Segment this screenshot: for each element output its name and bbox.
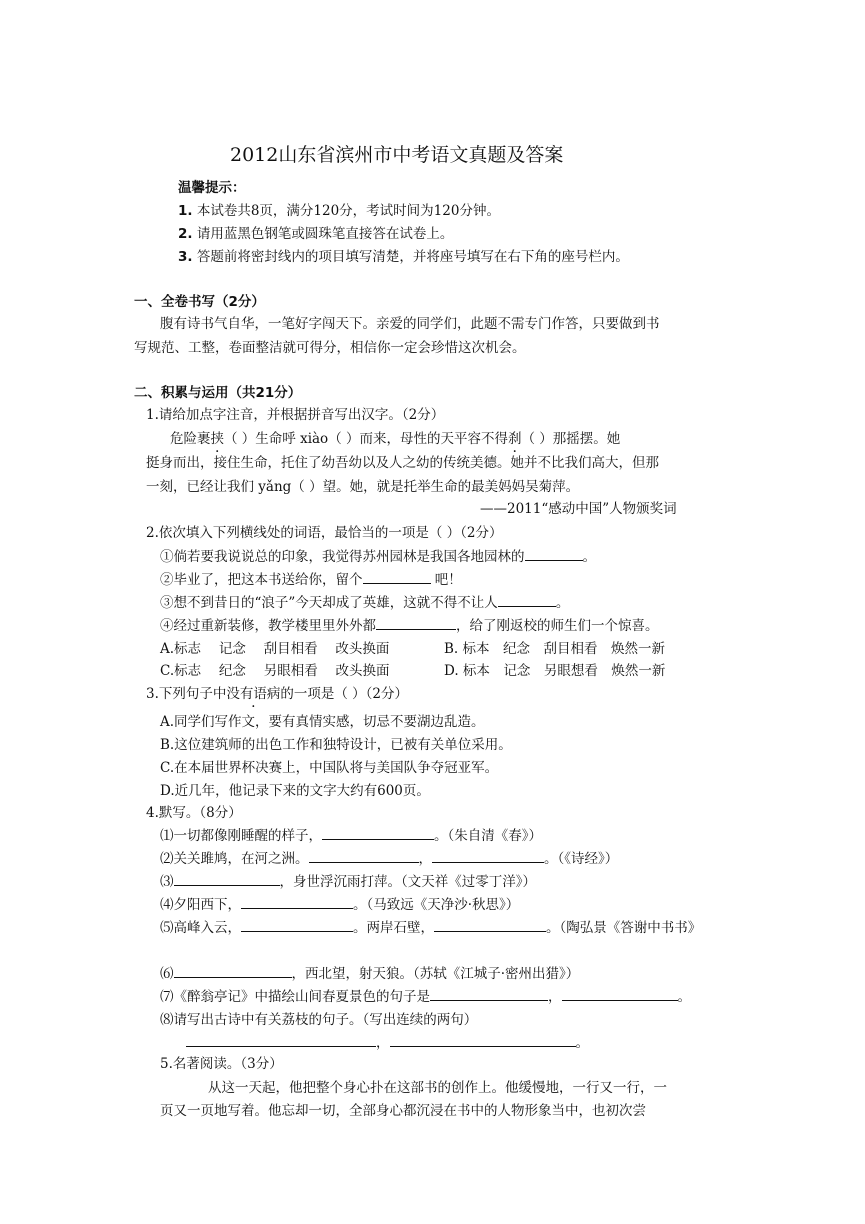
answer-blank[interactable] [432,848,544,863]
q2-sentence-2 [160,568,462,588]
q4-item-6 [160,962,579,982]
tip-number: 2. [178,226,193,242]
q2-text: 吧！ [430,572,462,588]
answer-blank[interactable] [434,917,546,932]
tips-heading: 温馨提示： [178,180,246,196]
answer-blank[interactable] [376,615,456,630]
q4-text: ， [418,851,432,867]
section-1-heading: 一、全卷书写（2分） [134,294,265,310]
q4-item-8-answer [186,1031,589,1051]
q2-option-c: C.标志 纪念 另眼相看 改头换面 [160,663,390,679]
page-title: 2012山东省滨州市中考语文真题及答案 [230,144,564,166]
q4-item-8: ⑻请写出古诗中有关荔枝的句子。（写出连续的两句） [160,1012,478,1028]
q4-text: ⑺《醉翁亭记》中描绘山间春夏景色的句子是 [160,989,430,1005]
q3-option-d: D.近几年，他记录下来的文字大约有600页。 [160,783,430,799]
tip-number: 1. [178,203,193,219]
tip-2 [178,222,453,242]
q2-text: ④经过重新装修，教学楼里里外外都 [160,618,376,634]
answer-blank[interactable] [363,569,431,584]
q4-text: 。（陶弘景《答谢中书书》 [546,920,702,936]
q1-text: （ ）那摇摆。她 [521,431,621,447]
section-2-heading: 二、积累与运用（共21分） [134,385,302,401]
q4-item-3 [160,870,536,890]
tip-3 [178,245,629,265]
q3-stem [146,682,408,702]
q2-stem: 2.依次填入下列横线处的词语，最恰当的一项是（ ）（2分） [146,525,503,541]
q4-text: ， [548,989,562,1005]
q4-text: 。两岸石壁， [353,920,434,936]
q1-text: 危险裹 [170,431,211,447]
q4-item-2 [160,847,618,867]
answer-blank[interactable] [390,1032,576,1047]
tip-number: 3. [178,249,193,265]
q4-text: ⑴一切都像刚睡醒的样子， [160,828,322,844]
answer-blank[interactable] [309,848,419,863]
q4-text: ， [376,1035,390,1051]
answer-blank[interactable] [322,825,434,840]
tip-text: 请用蓝黑色钢笔或圆珠笔直接答在试卷上。 [196,226,454,242]
q2-sentence-1 [160,545,596,565]
q4-item-4 [160,893,519,913]
answer-blank[interactable] [174,871,280,886]
q1-stem: 1.请给加点字注音，并根据拼音写出汉字。（2分） [146,407,445,423]
answer-blank[interactable] [525,546,583,561]
q4-text: 。（马致远《天净沙·秋思》） [353,897,520,913]
q4-text: 。 [677,989,691,1005]
q1-source: ——2011“感动中国”人物颁奖词 [480,501,677,517]
q4-item-7 [160,985,691,1005]
q3-dotted-text: 没有语病 [226,686,281,702]
answer-blank[interactable] [186,1032,376,1047]
q1-line-3: 一刻，已经让我们 yǎng（ ）望。她，就是托举生命的最美妈妈吴菊萍。 [146,479,580,495]
q1-text: （ ）生命呼 xiào（ ）而来，母性的天平容不得 [224,431,508,447]
q4-text: ⑹ [160,966,174,982]
section-1-text-line-2: 写规范、工整，卷面整洁就可得分，相信你一定会珍惜这次机会。 [134,340,526,356]
q1-line-2: 挺身而出，接住生命，托住了幼吾幼以及人之幼的传统美德。她并不比我们高大，但那 [146,455,659,471]
tip-1 [178,199,500,219]
q2-text: ③想不到昔日的“浪子”今天却成了英雄，这就不得不让人 [160,595,498,611]
q1-line-1 [170,427,620,447]
q4-stem: 4.默写。（8分） [146,805,242,821]
q2-text: ①倘若要我说说总的印象，我觉得苏州园林是我国各地园林的 [160,549,525,565]
answer-blank[interactable] [430,986,548,1001]
q5-stem: 5.名著阅读。（3分） [160,1056,283,1072]
answer-blank[interactable] [241,917,353,932]
q2-sentence-3 [160,591,569,611]
q2-text: 。 [582,549,596,565]
q4-item-5 [160,916,701,936]
q4-item-1 [160,824,542,844]
q4-text: ⑵关关雎鸠，在河之洲。 [160,851,309,867]
q2-option-b: B. 标本 纪念 刮目相看 焕然一新 [444,641,666,657]
q4-text: 。（《诗经》） [544,851,619,867]
q1-dotted-char: 刹 [507,431,522,447]
tip-text: 答题前将密封线内的项目填写清楚，并将座号填写在右下角的座号栏内。 [196,249,629,265]
answer-blank[interactable] [241,894,353,909]
answer-blank[interactable] [562,986,678,1001]
q3-text: 3.下列句子中 [146,686,227,702]
q3-option-c: C.在本届世界杯决赛上，中国队将与美国队争夺冠亚军。 [160,760,499,776]
q4-text: ，身世浮沉雨打萍。（文天祥《过零丁洋》） [279,874,536,890]
q2-sentence-4 [160,614,659,634]
q3-text: 的一项是（ ）（2分） [280,686,409,702]
q3-option-b: B.这位建筑师的出色工作和独特设计，已被有关单位采用。 [160,737,512,753]
q4-text: 。（朱自清《春》） [434,828,542,844]
answer-blank[interactable] [174,963,292,978]
section-1-text-line-1: 腹有诗书气自华，一笔好字闯天下。亲爱的同学们，此题不需专门作答，只要做到书 [160,316,660,332]
q2-option-d: D. 标本 记念 另眼想看 焕然一新 [444,663,666,679]
tip-text: 本试卷共8页，满分120分，考试时间为120分钟。 [196,203,500,219]
q4-text: ⑸高峰入云， [160,920,241,936]
q4-text: ⑷夕阳西下， [160,897,241,913]
q2-text: ，给了刚返校的师生们一个惊喜。 [456,618,659,634]
q2-text: ②毕业了，把这本书送给你，留个 [160,572,363,588]
answer-blank[interactable] [498,592,556,607]
q4-text: 。 [575,1035,589,1051]
q3-option-a: A.同学们写作文，要有真情实感，切忌不要湖边乱造。 [160,714,485,730]
q4-text: ，西北望，射天狼。（苏轼《江城子·密州出猎》） [291,966,580,982]
q1-dotted-char: 挟 [210,431,224,447]
q2-option-a: A.标志 记念 刮目相看 改头换面 [160,641,390,657]
q4-text: ⑶ [160,874,174,890]
q5-passage-line-1: 从这一天起，他把整个身心扑在这部书的创作上。他缓慢地，一行又一行，一 [208,1080,667,1096]
q2-text: 。 [555,595,570,611]
q5-passage-line-2: 页又一页地写着。他忘却一切，全部身心都沉浸在书中的人物形象当中，也初次尝 [160,1103,646,1119]
